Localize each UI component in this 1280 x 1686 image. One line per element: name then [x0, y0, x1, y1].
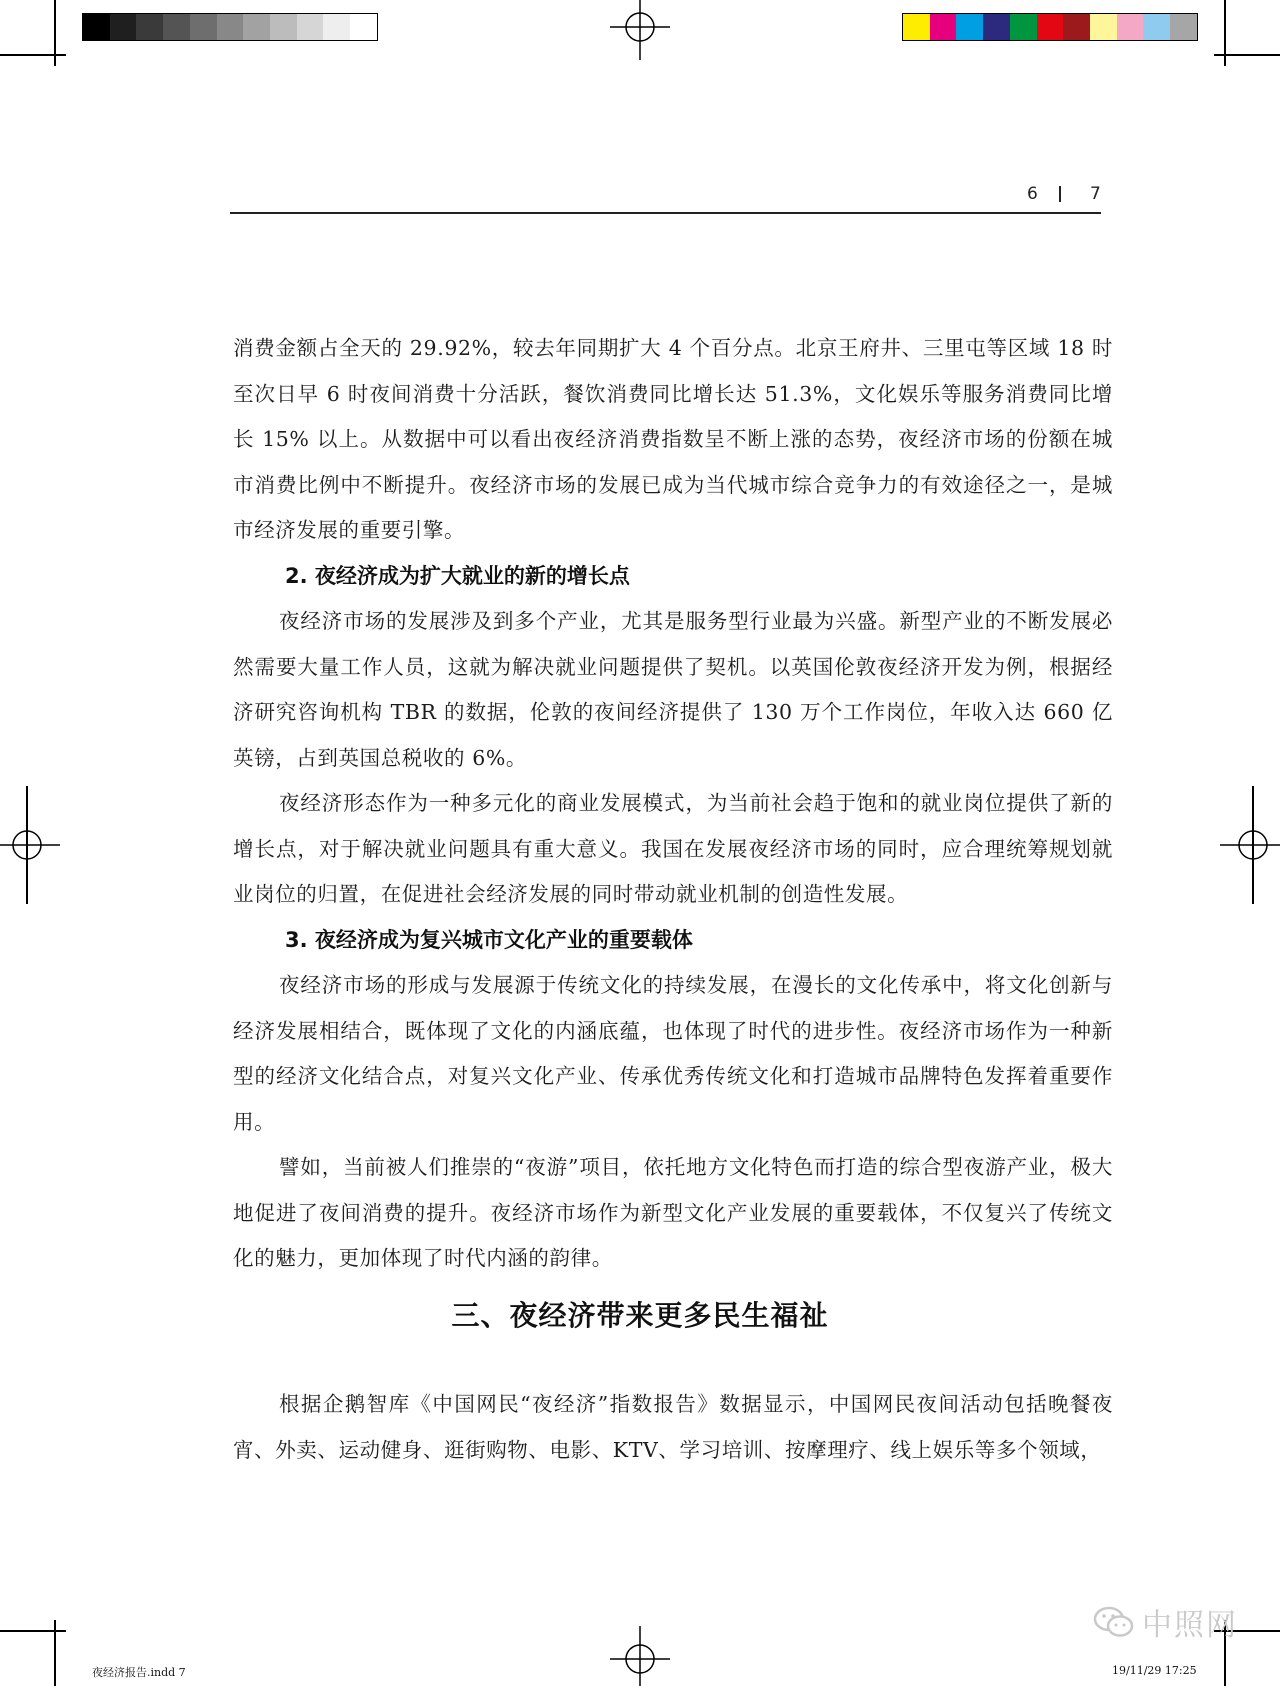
- paragraph-2: 夜经济市场的发展涉及到多个产业，尤其是服务型行业最为兴盛。新型产业的不断发展必然需要大量工作人员，这就为解决就业问题提供了契机。以英国伦敦夜经济开发为例，根据经济研究咨询机构 TBR 的数据，伦敦的夜间经济提供了 130 万个工作岗位，年收入达 660 亿英镑，占到英国总税收的 6%。: [233, 609, 1113, 770]
- file-slug: 夜经济报告.indd 7: [92, 1666, 186, 1679]
- folio-left: 6: [1027, 184, 1038, 204]
- color-swatch: [1117, 14, 1144, 40]
- watermark: [1092, 1600, 1238, 1644]
- gray-swatch: [163, 14, 190, 40]
- crop-mark-tr-h: [1214, 54, 1280, 56]
- color-swatch: [930, 14, 957, 40]
- color-swatch: [956, 14, 983, 40]
- registration-tick-right: [1252, 786, 1254, 904]
- registration-mark-bottom: [610, 1626, 670, 1686]
- gray-swatch: [136, 14, 163, 40]
- gray-swatch: [217, 14, 244, 40]
- registration-mark-right: [1220, 815, 1280, 875]
- paragraph-4: 夜经济市场的形成与发展源于传统文化的持续发展，在漫长的文化传承中，将文化创新与经济发展相结合，既体现了文化的内涵底蕴，也体现了时代的进步性。夜经济市场作为一种新型的经济文化结合点，对复兴文化产业、传承优秀传统文化和打造城市品牌特色发挥着重要作用。: [233, 973, 1113, 1134]
- section-text: [233, 1382, 1113, 1473]
- subheading-3: 3. 夜经济成为复兴城市文化产业的重要载体: [285, 927, 693, 952]
- crop-mark-bl-h: [0, 1630, 66, 1632]
- wechat-icon: [1092, 1604, 1136, 1640]
- registration-mark-top: [610, 0, 670, 60]
- watermark-text: 中照网: [1142, 1608, 1238, 1643]
- section-title: 三、夜经济带来更多民生福祉: [451, 1299, 829, 1332]
- print-timestamp: 19/11/29 17:25: [1112, 1664, 1197, 1677]
- gray-swatch: [110, 14, 137, 40]
- folio-separator: [1059, 186, 1061, 202]
- color-swatch: [1063, 14, 1090, 40]
- color-swatch: [983, 14, 1010, 40]
- gray-swatch: [297, 14, 324, 40]
- gray-swatch: [83, 14, 110, 40]
- paragraph-6: 根据企鹅智库《中国网民“夜经济”指数报告》数据显示，中国网民夜间活动包括晚餐夜宵、外卖、运动健身、逛街购物、电影、KTV、学习培训、按摩理疗、线上娱乐等多个领域，: [233, 1392, 1113, 1462]
- paragraph-5: 譬如，当前被人们推崇的“夜游”项目，依托地方文化特色而打造的综合型夜游产业，极大地促进了夜间消费的提升。夜经济市场作为新型文化产业发展的重要载体，不仅复兴了传统文化的魅力，更加体现了时代内涵的韵律。: [233, 1155, 1113, 1270]
- registration-mark-left: [0, 815, 60, 875]
- color-swatch: [1090, 14, 1117, 40]
- paragraph-3: 夜经济形态作为一种多元化的商业发展模式，为当前社会趋于饱和的就业岗位提供了新的增长点，对于解决就业问题具有重大意义。我国在发展夜经济市场的同时，应合理统筹规划就业岗位的归置，在促进社会经济发展的同时带动就业机制的创造性发展。: [233, 791, 1113, 906]
- header-rule: [230, 212, 1101, 214]
- gray-swatch: [270, 14, 297, 40]
- registration-tick-left: [26, 786, 28, 904]
- crop-mark-tr-v: [1224, 0, 1226, 66]
- main-text: [233, 326, 1113, 1282]
- gray-swatch: [243, 14, 270, 40]
- paragraph-1: 消费金额占全天的 29.92%，较去年同期扩大 4 个百分点。北京王府井、三里屯等区域 18 时至次日早 6 时夜间消费十分活跃，餐饮消费同比增长达 51.3%，文化娱乐等服务消费同比增长 15% 以上。从数据中可以看出夜经济消费指数呈不断上涨的态势，夜经济市场的份额在城市消费比例中不断提升。夜经济市场的发展已成为当代城市综合竞争力的有效途径之一，是城市经济发展的重要引擎。: [233, 336, 1113, 542]
- color-swatch: [1010, 14, 1037, 40]
- color-swatch: [1170, 14, 1197, 40]
- crop-mark-tl-h: [0, 54, 66, 56]
- crop-mark-tl-v: [54, 0, 56, 66]
- grayscale-swatch-bar: [82, 13, 378, 41]
- color-swatch-bar: [902, 13, 1198, 41]
- color-swatch: [1143, 14, 1170, 40]
- gray-swatch: [323, 14, 350, 40]
- gray-swatch: [190, 14, 217, 40]
- gray-swatch: [350, 14, 377, 40]
- running-header: [230, 184, 1101, 214]
- color-swatch: [1037, 14, 1064, 40]
- subheading-2: 2. 夜经济成为扩大就业的新的增长点: [285, 563, 630, 588]
- folio-right: 7: [1090, 184, 1101, 204]
- color-swatch: [903, 14, 930, 40]
